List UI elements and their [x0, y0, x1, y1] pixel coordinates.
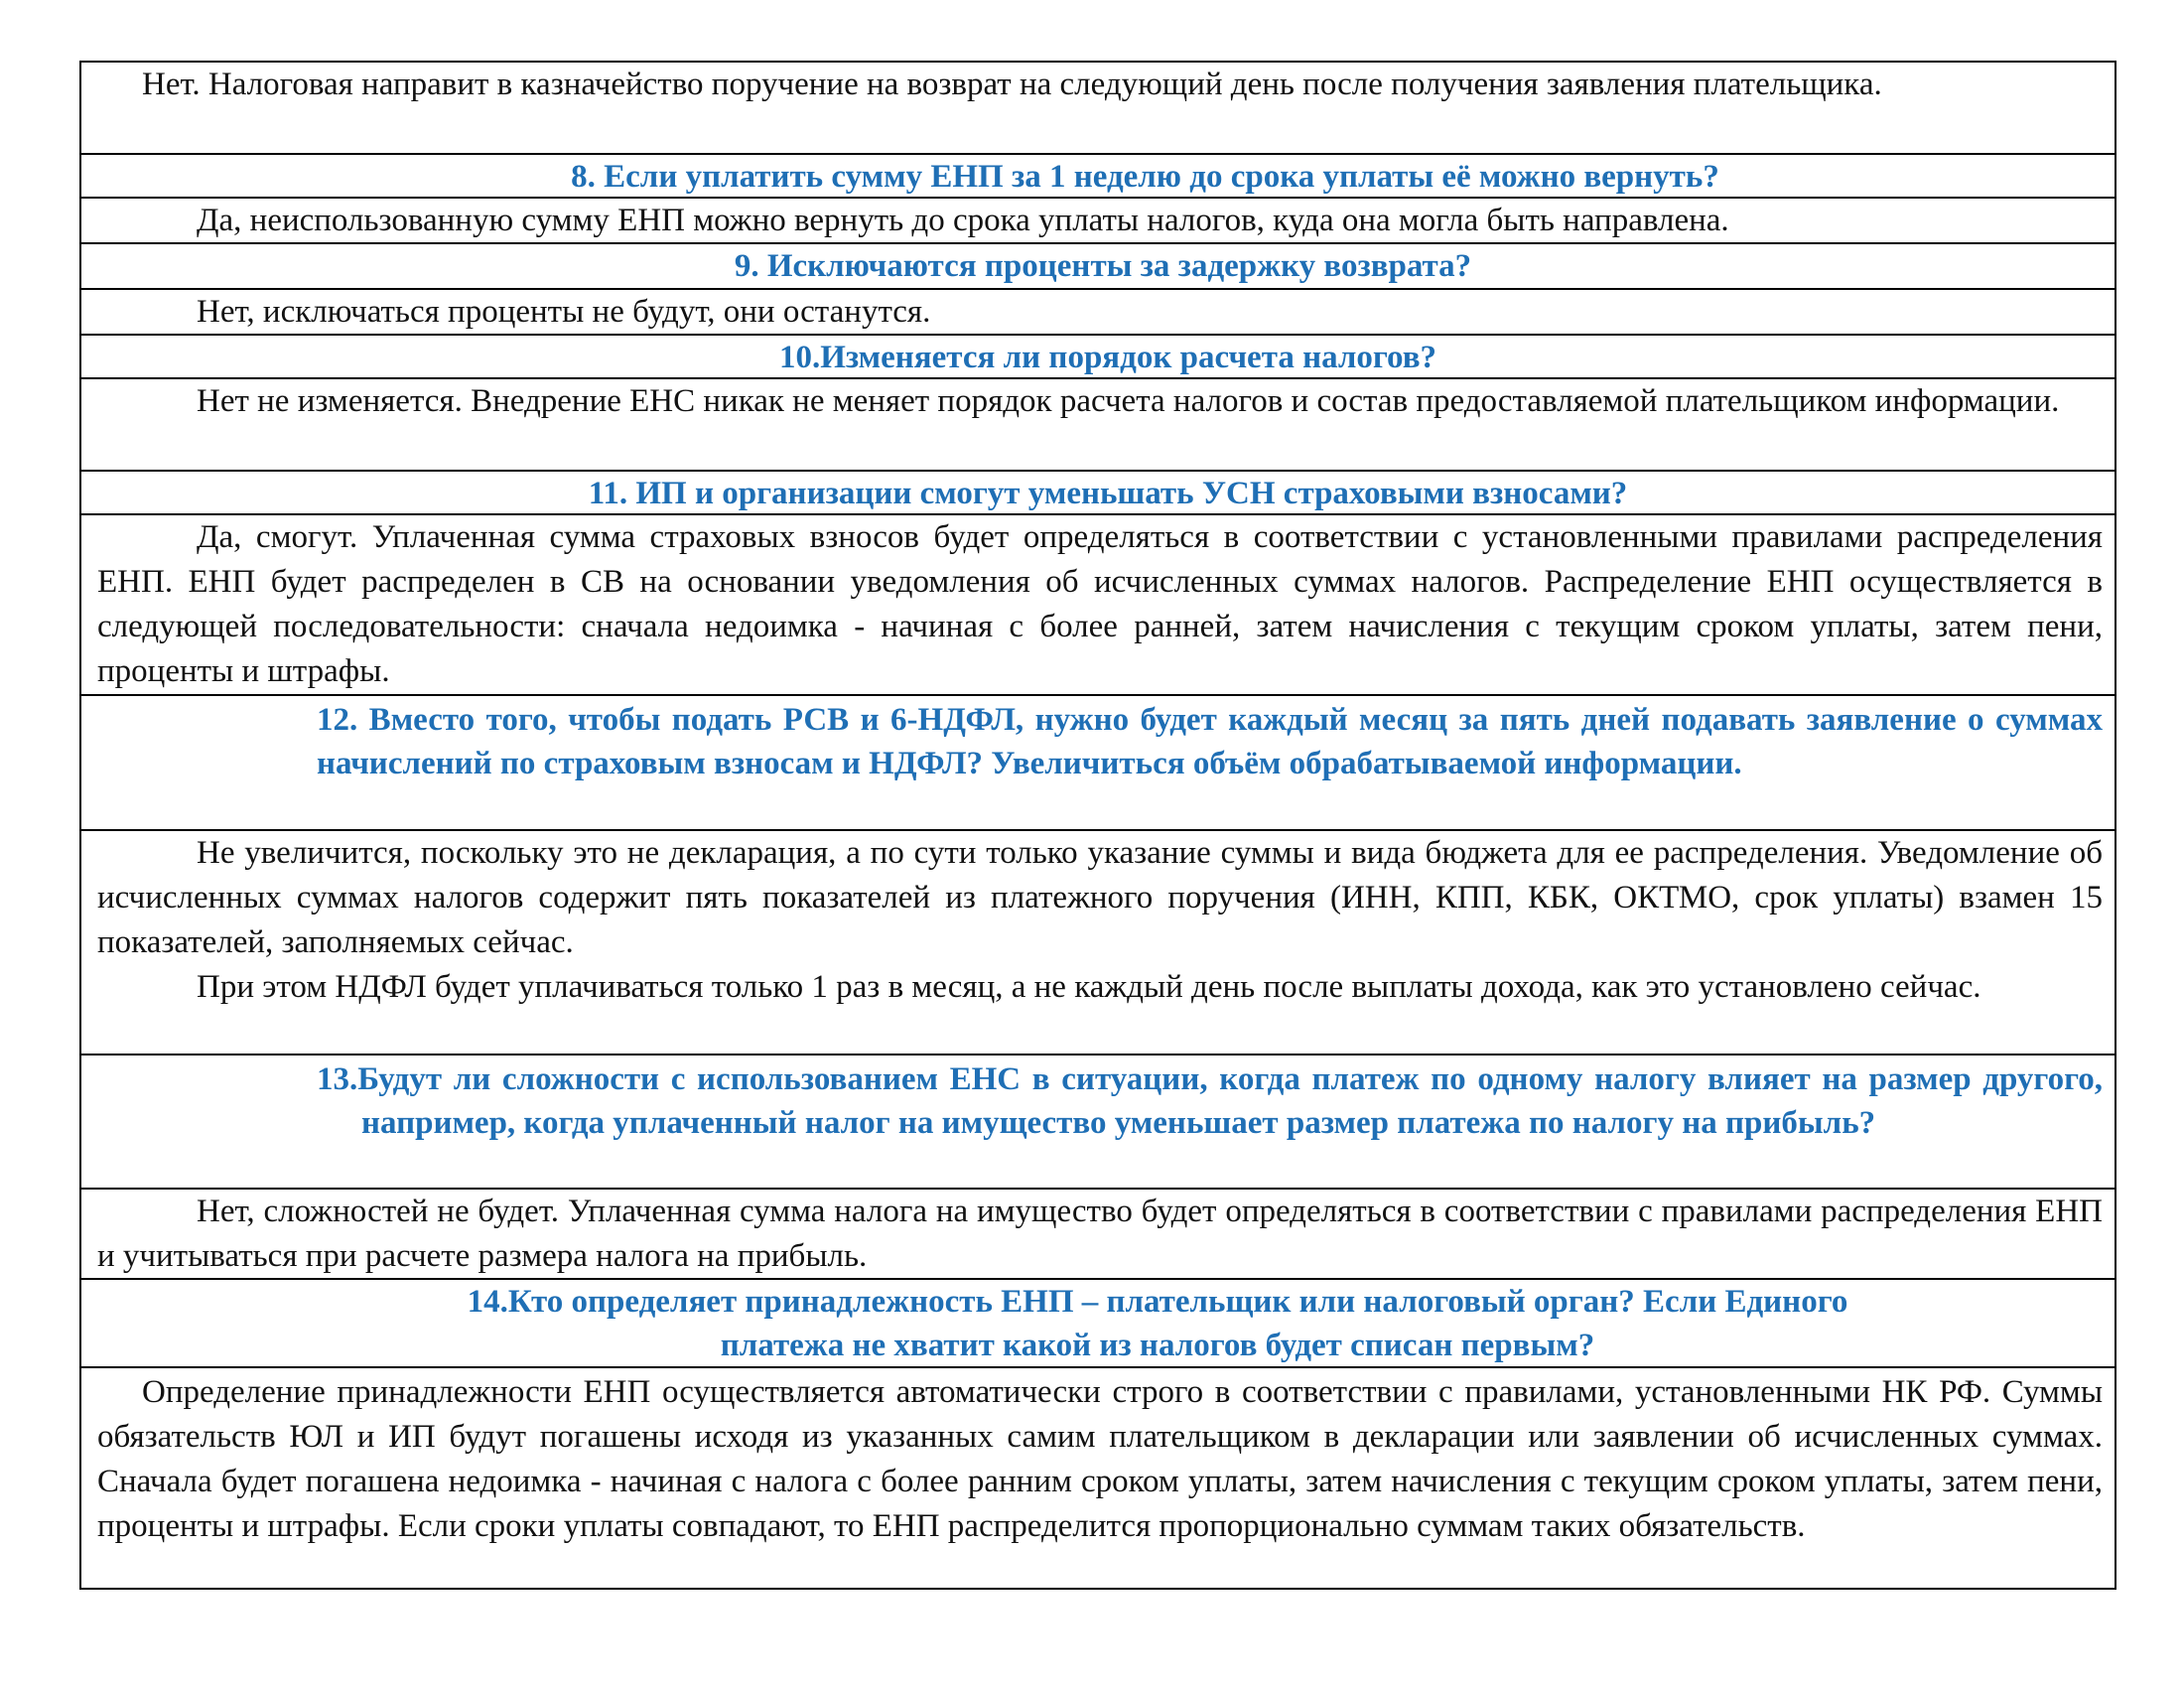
answer-9	[81, 288, 2115, 334]
question-8-text: 8. Если уплатить сумму ЕНП за 1 неделю до срока уплаты её можно вернуть?	[571, 159, 1719, 195]
answer-14	[81, 1366, 2115, 1588]
question-11-text: 11. ИП и организации смогут уменьшать УСН страховыми взносами?	[588, 476, 1628, 511]
question-12-text: 12. Вместо того, чтобы подать РСВ и 6-НДФЛ, нужно будет каждый месяц за пять дней подавать заявление о суммах начислений по страховым взносам и НДФЛ? Увеличиться объём обрабатываемой информации.	[317, 702, 2103, 781]
question-10	[81, 334, 2115, 377]
question-11	[81, 470, 2115, 513]
answer-10-text: Нет не изменяется. Внедрение ЕНС никак не меняет порядок расчета налогов и состав предоставляемой плательщиком информации.	[197, 383, 2060, 419]
question-13-text: 13.Будут ли сложности с использованием ЕНС в ситуации, когда платеж по одному налогу влияет на размер другого, например, когда уплаченный налог на имущество уменьшает размер платежа по налогу на прибыль?	[317, 1061, 2103, 1141]
question-12	[81, 694, 2115, 829]
question-8	[81, 153, 2115, 197]
answer-10	[81, 377, 2115, 470]
answer-13	[81, 1188, 2115, 1278]
question-10-text: 10.Изменяется ли порядок расчета налогов?	[778, 340, 1437, 375]
question-14	[81, 1278, 2115, 1366]
answer-13-text: Нет, сложностей не будет. Уплаченная сумма налога на имущество будет определяться в соответствии с правилами распределения ЕНП и учитываться при расчете размера налога на прибыль.	[97, 1194, 2103, 1274]
answer-12-text-2: При этом НДФЛ будет уплачиваться только 1 раз в месяц, а не каждый день после выплаты дохода, как это установлено сейчас.	[197, 969, 1981, 1005]
question-9-text: 9. Исключаются проценты за задержку возврата?	[734, 248, 1472, 284]
answer-7	[81, 63, 2115, 153]
answer-11	[81, 513, 2115, 694]
answer-7-text: Нет. Налоговая направит в казначейство поручение на возврат на следующий день после получения заявления плательщика.	[142, 67, 1882, 102]
answer-11-text: Да, смогут. Уплаченная сумма страховых взносов будет определяться в соответствии с установленными правилами распределения ЕНП. ЕНП будет распределен в СВ на основании уведомления об исчисленных суммах налогов. Распределение ЕНП осуществляется в следующей последовательности: сначала недоимка - начиная с более ранней, затем начисления с текущим сроком уплаты, затем пени, проценты и штрафы.	[97, 519, 2103, 689]
question-9	[81, 242, 2115, 288]
question-14-line-1: 14.Кто определяет принадлежность ЕНП – плательщик или налоговый орган? Если Единого	[467, 1284, 1848, 1320]
question-13	[81, 1054, 2115, 1188]
answer-9-text: Нет, исключаться проценты не будут, они останутся.	[197, 294, 931, 330]
answer-12	[81, 829, 2115, 1054]
faq-table	[79, 61, 2116, 1590]
question-14-line-2: платежа не хватит какой из налогов будет списан первым?	[720, 1328, 1595, 1363]
answer-12-text-1: Не увеличится, поскольку это не декларация, а по сути только указание суммы и вида бюджета для ее распределения. Уведомление об исчисленных суммах налогов содержит пять показателей из платежного поручения (ИНН, КПП, КБК, ОКТМО, срок уплаты) взамен 15 показателей, заполняемых сейчас.	[97, 835, 2103, 960]
answer-14-text: Определение принадлежности ЕНП осуществляется автоматически строго в соответствии с правилами, установленными НК РФ. Суммы обязательств ЮЛ и ИП будут погашены исходя из указанных самим плательщиком в декларации или заявлении об исчисленных суммах. Сначала будет погашена недоимка - начиная с налога с более ранним сроком уплаты, затем начисления с текущим сроком уплаты, затем пени, проценты и штрафы. Если сроки уплаты совпадают, то ЕНП распределится пропорционально суммам таких обязательств.	[97, 1374, 2103, 1544]
answer-8-text: Да, неиспользованную сумму ЕНП можно вернуть до срока уплаты налогов, куда она могла быть направлена.	[197, 203, 1729, 238]
answer-8	[81, 197, 2115, 242]
